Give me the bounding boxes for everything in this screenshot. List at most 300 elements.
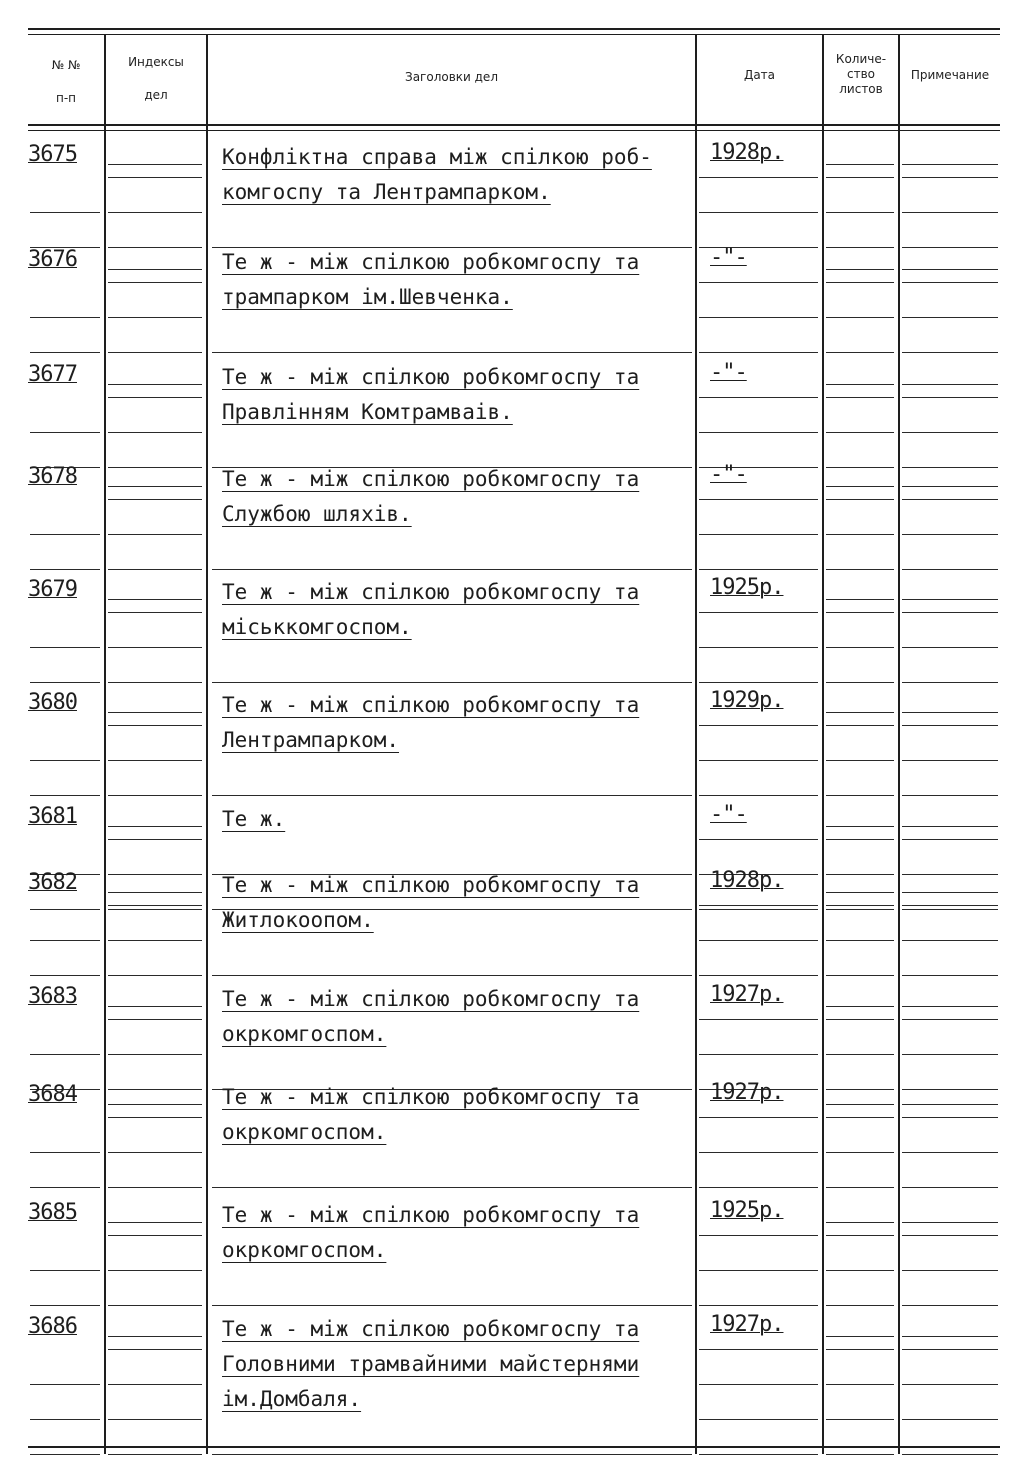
fill-rule — [30, 760, 100, 761]
record-date-text: 1925р. — [710, 1198, 784, 1223]
fill-rule — [902, 909, 998, 910]
record-number-text: 3678 — [28, 464, 77, 489]
fill-rule — [699, 432, 818, 433]
record-title-line — [222, 462, 692, 497]
fill-rule — [699, 1187, 818, 1188]
fill-rule — [699, 317, 818, 318]
record-number-text: 3680 — [28, 690, 77, 715]
fill-rule — [902, 467, 998, 468]
fill-rule — [826, 282, 894, 283]
record-number-text: 3685 — [28, 1200, 77, 1225]
fill-rule — [699, 682, 818, 683]
record-title-line — [222, 1312, 692, 1347]
col-divider-2 — [206, 34, 208, 1454]
fill-rule — [902, 384, 998, 385]
record-title-text: Те ж - мiж спiлкою робкомгоспу та — [222, 873, 640, 897]
fill-rule — [826, 892, 894, 893]
fill-rule — [902, 352, 998, 353]
fill-rule — [902, 1349, 998, 1350]
record-number — [28, 1314, 104, 1339]
fill-rule — [902, 712, 998, 713]
record-title-text: Лентрампарком. — [222, 728, 400, 752]
fill-rule — [30, 647, 100, 648]
fill-rule — [826, 317, 894, 318]
record-date — [710, 802, 820, 827]
fill-rule — [699, 1419, 818, 1420]
fill-rule — [30, 940, 100, 941]
header-date: Дата — [743, 68, 776, 82]
record-title-text: Конфлiктна справа мiж спiлкою роб- — [222, 145, 652, 169]
fill-rule — [826, 1104, 894, 1105]
fill-rule — [108, 432, 202, 433]
fill-rule — [108, 384, 202, 385]
record-title-text: окркомгоспом. — [222, 1238, 387, 1262]
fill-rule — [699, 1235, 818, 1236]
fill-rule — [902, 247, 998, 248]
record-title-line — [222, 868, 692, 903]
col-divider-4 — [822, 34, 824, 1454]
record-date-text: 1929р. — [710, 688, 784, 713]
fill-rule — [108, 269, 202, 270]
fill-rule — [108, 212, 202, 213]
fill-rule — [699, 1454, 818, 1455]
fill-rule — [699, 1019, 818, 1020]
record-date-text: 1928р. — [710, 140, 784, 165]
fill-rule — [699, 1384, 818, 1385]
fill-rule — [108, 247, 202, 248]
fill-rule — [699, 1054, 818, 1055]
record-title-text: Те ж. — [222, 807, 286, 831]
record-title — [222, 245, 692, 315]
fill-rule — [902, 1305, 998, 1306]
record-title-text: Житлокоопом. — [222, 908, 374, 932]
fill-rule — [826, 397, 894, 398]
fill-rule — [108, 352, 202, 353]
record-number-text: 3686 — [28, 1314, 77, 1339]
record-number — [28, 1200, 104, 1225]
record-title-line — [222, 245, 692, 280]
header-top-rule — [28, 28, 1000, 30]
record-title — [222, 802, 692, 837]
record-date — [710, 360, 820, 385]
record-title-line — [222, 175, 692, 210]
fill-rule — [212, 1187, 692, 1188]
fill-rule — [108, 647, 202, 648]
fill-rule — [108, 177, 202, 178]
fill-rule — [826, 839, 894, 840]
record-title-text: Правлiнням Комтрамваiв. — [222, 400, 513, 424]
record-date-text: 1925р. — [710, 575, 784, 600]
fill-rule — [826, 940, 894, 941]
fill-rule — [699, 795, 818, 796]
fill-rule — [902, 760, 998, 761]
fill-rule — [108, 486, 202, 487]
fill-rule — [699, 647, 818, 648]
fill-rule — [902, 486, 998, 487]
fill-rule — [902, 1336, 998, 1337]
header-number-line-1: № № — [51, 58, 81, 72]
fill-rule — [826, 467, 894, 468]
fill-rule — [826, 1187, 894, 1188]
fill-rule — [108, 795, 202, 796]
fill-rule — [30, 1054, 100, 1055]
fill-rule — [108, 839, 202, 840]
fill-rule — [902, 1235, 998, 1236]
record-number — [28, 142, 104, 167]
fill-rule — [826, 712, 894, 713]
record-number — [28, 984, 104, 1009]
record-title-line — [222, 1198, 692, 1233]
fill-rule — [902, 1152, 998, 1153]
header-index-line-2: дел — [144, 88, 168, 102]
fill-rule — [108, 282, 202, 283]
record-title-text: Те ж - мiж спiлкою робкомгоспу та — [222, 580, 640, 604]
record-title-text: трампарком iм.Шевченка. — [222, 285, 513, 309]
record-number — [28, 870, 104, 895]
record-title — [222, 1312, 692, 1417]
header-sheets — [824, 52, 898, 97]
header-sheets-line-1: Количе- — [835, 52, 887, 66]
fill-rule — [108, 1187, 202, 1188]
fill-rule — [108, 599, 202, 600]
fill-rule — [30, 1152, 100, 1153]
record-number — [28, 247, 104, 272]
record-date — [710, 462, 820, 487]
record-date-text: -"- — [710, 360, 747, 385]
fill-rule — [826, 599, 894, 600]
fill-rule — [902, 164, 998, 165]
fill-rule — [108, 760, 202, 761]
record-title-text: iм.Домбаля. — [222, 1387, 362, 1411]
fill-rule — [826, 1270, 894, 1271]
fill-rule — [699, 397, 818, 398]
fill-rule — [699, 1305, 818, 1306]
record-number-text: 3684 — [28, 1082, 77, 1107]
fill-rule — [108, 1305, 202, 1306]
col-divider-5 — [898, 34, 900, 1454]
record-title-line — [222, 497, 692, 532]
fill-rule — [108, 499, 202, 500]
fill-rule — [212, 352, 692, 353]
fill-rule — [826, 1235, 894, 1236]
fill-rule — [699, 534, 818, 535]
fill-rule — [108, 1019, 202, 1020]
record-title-line — [222, 982, 692, 1017]
fill-rule — [108, 892, 202, 893]
record-number — [28, 690, 104, 715]
fill-rule — [699, 1270, 818, 1271]
fill-rule — [108, 467, 202, 468]
fill-rule — [826, 164, 894, 165]
fill-rule — [826, 432, 894, 433]
fill-rule — [699, 975, 818, 976]
fill-rule — [108, 1384, 202, 1385]
header-sheets-line-2: ство — [846, 67, 875, 81]
fill-rule — [699, 905, 818, 906]
fill-rule — [902, 905, 998, 906]
fill-rule — [699, 352, 818, 353]
record-title-text: Те ж - мiж спiлкою робкомгоспу та — [222, 987, 640, 1011]
header-title: Заголовки дел — [405, 70, 498, 84]
fill-rule — [699, 499, 818, 500]
fill-rule — [826, 1019, 894, 1020]
fill-rule — [902, 1117, 998, 1118]
record-title-line — [222, 1233, 692, 1268]
record-title-line — [222, 360, 692, 395]
fill-rule — [30, 975, 100, 976]
fill-rule — [699, 612, 818, 613]
fill-rule — [30, 909, 100, 910]
record-title-text: Те ж - мiж спiлкою робкомгоспу та — [222, 1085, 640, 1109]
record-title-text: окркомгоспом. — [222, 1022, 387, 1046]
record-date-text: 1927р. — [710, 1312, 784, 1337]
record-number-text: 3675 — [28, 142, 77, 167]
fill-rule — [902, 892, 998, 893]
fill-rule — [108, 1454, 202, 1455]
fill-rule — [108, 905, 202, 906]
fill-rule — [108, 1222, 202, 1223]
fill-rule — [902, 874, 998, 875]
record-title-line — [222, 575, 692, 610]
fill-rule — [826, 1454, 894, 1455]
fill-rule — [30, 1384, 100, 1385]
fill-rule — [699, 940, 818, 941]
record-title-text: Те ж - мiж спiлкою робкомгоспу та — [222, 467, 640, 491]
fill-rule — [826, 247, 894, 248]
fill-rule — [902, 1019, 998, 1020]
fill-rule — [902, 1054, 998, 1055]
col-divider-1 — [104, 34, 106, 1454]
fill-rule — [826, 269, 894, 270]
fill-rule — [108, 569, 202, 570]
fill-rule — [902, 682, 998, 683]
record-title — [222, 982, 692, 1052]
record-title-line — [222, 1382, 692, 1417]
fill-rule — [212, 1305, 692, 1306]
fill-rule — [108, 1054, 202, 1055]
fill-rule — [826, 1089, 894, 1090]
fill-rule — [699, 725, 818, 726]
record-title-text: Головними трамвайними майстернями — [222, 1352, 640, 1376]
record-date — [710, 1312, 820, 1337]
fill-rule — [699, 1349, 818, 1350]
fill-rule — [212, 569, 692, 570]
fill-rule — [826, 1152, 894, 1153]
fill-rule — [30, 432, 100, 433]
fill-rule — [826, 795, 894, 796]
fill-rule — [902, 1187, 998, 1188]
record-date — [710, 1198, 820, 1223]
fill-rule — [902, 534, 998, 535]
fill-rule — [30, 317, 100, 318]
fill-rule — [826, 499, 894, 500]
fill-rule — [826, 1384, 894, 1385]
fill-rule — [30, 569, 100, 570]
record-title-line — [222, 610, 692, 645]
fill-rule — [902, 839, 998, 840]
fill-rule — [902, 282, 998, 283]
record-date — [710, 868, 820, 893]
fill-rule — [212, 682, 692, 683]
page-bottom-rule — [28, 1446, 1000, 1448]
fill-rule — [826, 905, 894, 906]
fill-rule — [826, 1054, 894, 1055]
fill-rule — [826, 647, 894, 648]
fill-rule — [902, 1419, 998, 1420]
record-title — [222, 140, 692, 210]
fill-rule — [826, 1419, 894, 1420]
record-number-text: 3681 — [28, 804, 77, 829]
fill-rule — [902, 612, 998, 613]
fill-rule — [699, 1152, 818, 1153]
fill-rule — [699, 760, 818, 761]
record-title — [222, 688, 692, 758]
fill-rule — [108, 397, 202, 398]
fill-rule — [108, 612, 202, 613]
fill-rule — [826, 352, 894, 353]
record-title-line — [222, 903, 692, 938]
fill-rule — [212, 795, 692, 796]
fill-rule — [902, 432, 998, 433]
fill-rule — [826, 1117, 894, 1118]
fill-rule — [826, 384, 894, 385]
fill-rule — [699, 177, 818, 178]
fill-rule — [902, 795, 998, 796]
header-number-line-2: п-п — [55, 91, 77, 105]
fill-rule — [902, 1104, 998, 1105]
fill-rule — [826, 534, 894, 535]
record-title — [222, 462, 692, 532]
fill-rule — [108, 1089, 202, 1090]
fill-rule — [30, 795, 100, 796]
header-bottom-rule — [28, 124, 1000, 126]
fill-rule — [902, 975, 998, 976]
fill-rule — [826, 1305, 894, 1306]
record-title-text: Те ж - мiж спiлкою робкомгоспу та — [222, 1317, 640, 1341]
record-date-text: -"- — [710, 462, 747, 487]
fill-rule — [108, 1104, 202, 1105]
fill-rule — [826, 212, 894, 213]
fill-rule — [902, 317, 998, 318]
header-number — [28, 58, 104, 106]
fill-rule — [30, 1454, 100, 1455]
header-bottom-rule-2 — [28, 130, 1000, 131]
record-date — [710, 245, 820, 270]
fill-rule — [108, 1235, 202, 1236]
record-number — [28, 1082, 104, 1107]
fill-rule — [30, 1270, 100, 1271]
fill-rule — [108, 1349, 202, 1350]
record-title — [222, 360, 692, 430]
col-divider-3 — [695, 34, 697, 1454]
record-date — [710, 688, 820, 713]
fill-rule — [108, 682, 202, 683]
record-title — [222, 575, 692, 645]
fill-rule — [108, 1270, 202, 1271]
record-number — [28, 577, 104, 602]
record-date — [710, 140, 820, 165]
record-title-text: Те ж - мiж спiлкою робкомгоспу та — [222, 693, 640, 717]
fill-rule — [108, 874, 202, 875]
fill-rule — [826, 612, 894, 613]
fill-rule — [108, 712, 202, 713]
fill-rule — [108, 1419, 202, 1420]
record-number-text: 3679 — [28, 577, 77, 602]
record-number — [28, 804, 104, 829]
fill-rule — [902, 826, 998, 827]
fill-rule — [826, 177, 894, 178]
record-date-text: -"- — [710, 245, 747, 270]
fill-rule — [30, 534, 100, 535]
record-title-line — [222, 1347, 692, 1382]
header-index — [106, 55, 206, 103]
record-number-text: 3677 — [28, 362, 77, 387]
record-number-text: 3682 — [28, 870, 77, 895]
fill-rule — [902, 499, 998, 500]
record-title — [222, 1198, 692, 1268]
fill-rule — [30, 1187, 100, 1188]
fill-rule — [212, 975, 692, 976]
record-number — [28, 464, 104, 489]
record-date-text: 1927р. — [710, 982, 784, 1007]
fill-rule — [108, 1006, 202, 1007]
fill-rule — [108, 725, 202, 726]
fill-rule — [108, 317, 202, 318]
fill-rule — [826, 975, 894, 976]
fill-rule — [699, 212, 818, 213]
header-top-rule-2 — [28, 34, 1000, 35]
fill-rule — [699, 569, 818, 570]
record-date — [710, 1080, 820, 1105]
fill-rule — [826, 682, 894, 683]
fill-rule — [699, 839, 818, 840]
fill-rule — [826, 826, 894, 827]
record-title-line — [222, 395, 692, 430]
record-date — [710, 982, 820, 1007]
fill-rule — [108, 909, 202, 910]
record-title-line — [222, 723, 692, 758]
record-title-line — [222, 140, 692, 175]
fill-rule — [902, 1384, 998, 1385]
record-title-text: мiськкомгоспом. — [222, 615, 412, 639]
fill-rule — [108, 975, 202, 976]
fill-rule — [30, 212, 100, 213]
fill-rule — [826, 1006, 894, 1007]
fill-rule — [699, 282, 818, 283]
fill-rule — [902, 1454, 998, 1455]
record-title-line — [222, 1080, 692, 1115]
fill-rule — [902, 269, 998, 270]
fill-rule — [30, 352, 100, 353]
fill-rule — [30, 1305, 100, 1306]
fill-rule — [826, 874, 894, 875]
record-date-text: 1928р. — [710, 868, 784, 893]
fill-rule — [108, 164, 202, 165]
fill-rule — [902, 599, 998, 600]
fill-rule — [30, 682, 100, 683]
fill-rule — [826, 486, 894, 487]
fill-rule — [108, 826, 202, 827]
fill-rule — [826, 909, 894, 910]
fill-rule — [826, 760, 894, 761]
header-sheets-line-3: листов — [839, 82, 883, 96]
record-title-text: Службою шляхiв. — [222, 502, 412, 526]
fill-rule — [902, 177, 998, 178]
fill-rule — [212, 1454, 692, 1455]
fill-rule — [826, 1336, 894, 1337]
record-title-text: окркомгоспом. — [222, 1120, 387, 1144]
fill-rule — [699, 1117, 818, 1118]
